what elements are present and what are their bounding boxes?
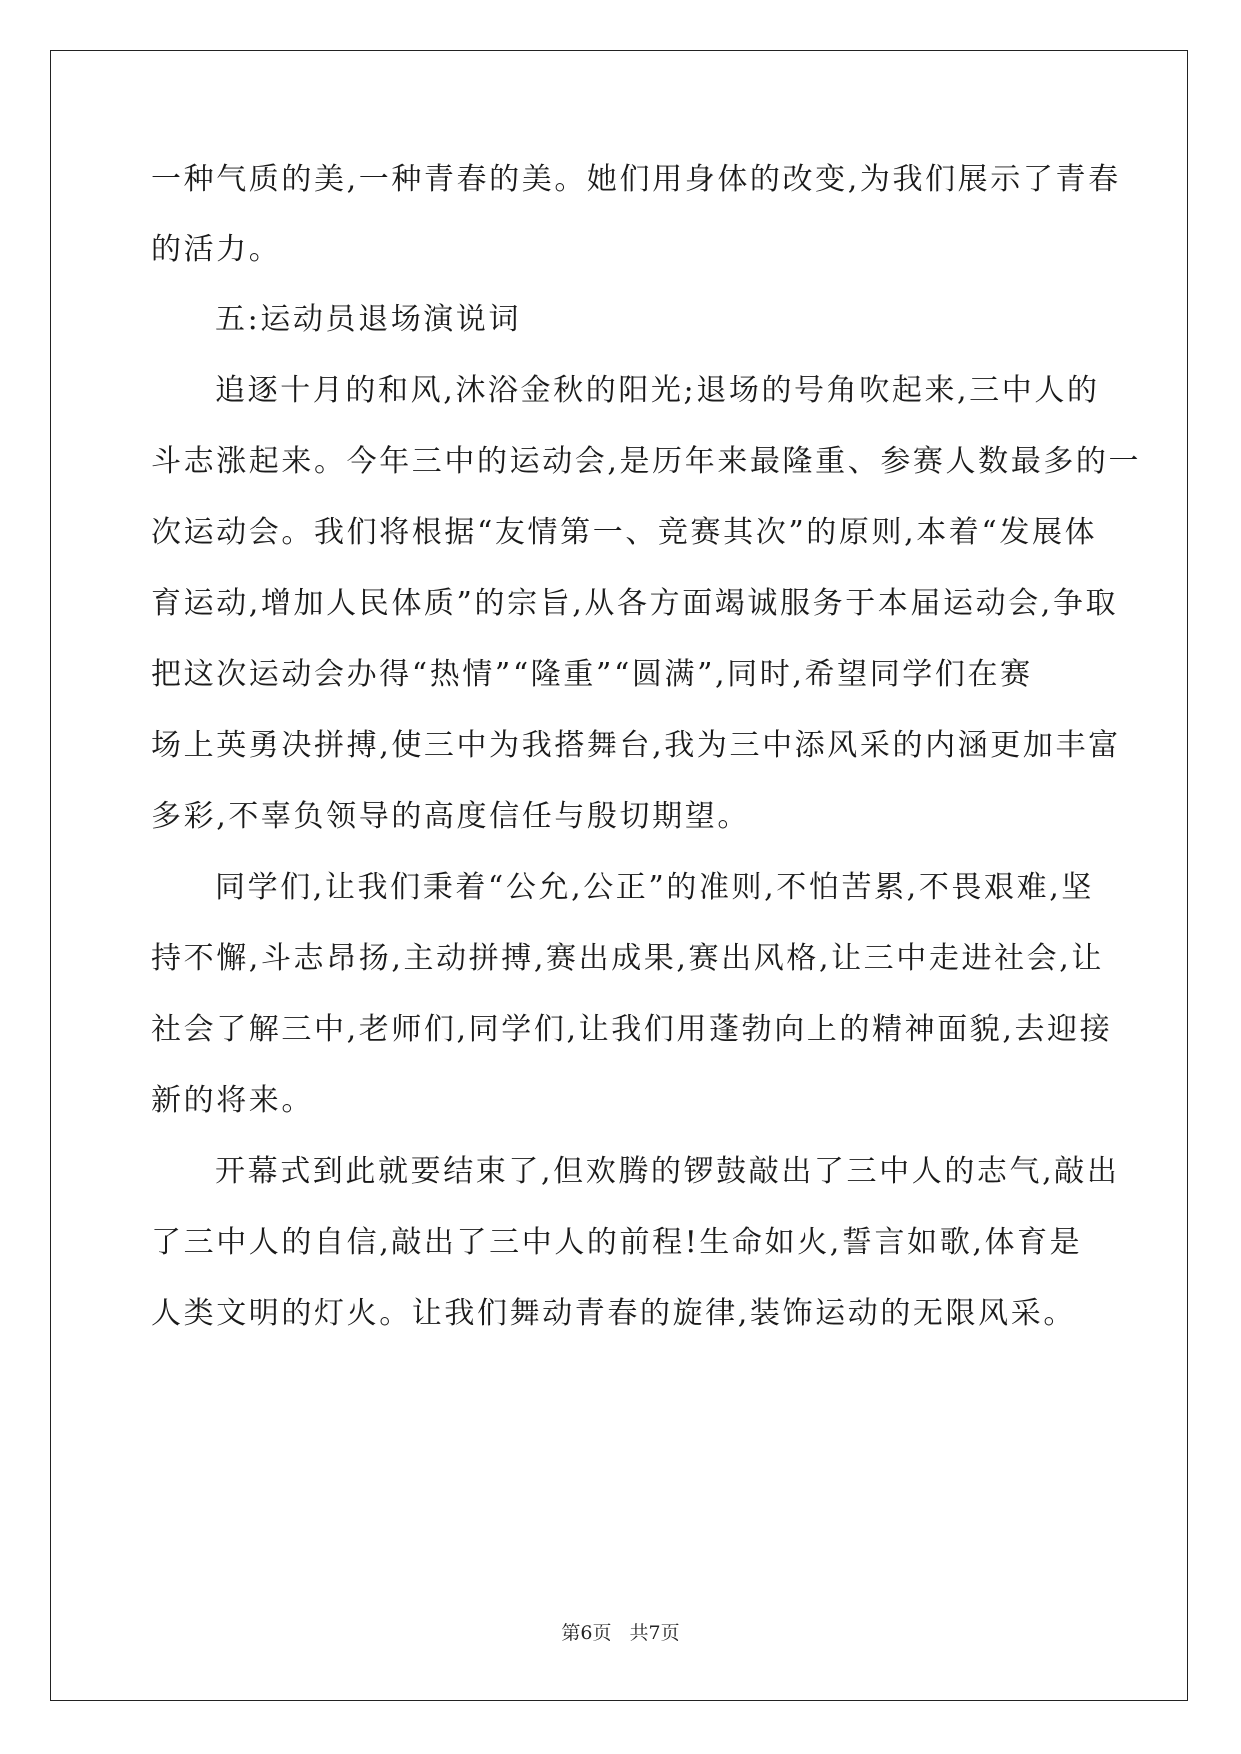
text-line: 一种气质的美,一种青春的美。她们用身体的改变,为我们展示了青春 [151,162,1121,197]
text-line: 次运动会。我们将根据“友情第一、竞赛其次”的原则,本着“发展体 [151,515,1098,550]
page-number: 第6页 [561,1622,612,1644]
text-line: 多彩,不辜负领导的高度信任与殷切期望。 [151,799,750,834]
text-line: 社会了解三中,老师们,同学们,让我们用蓬勃向上的精神面貌,去迎接 [151,1012,1113,1047]
text-line: 斗志涨起来。今年三中的运动会,是历年来最隆重、参赛人数最多的一 [151,444,1142,479]
text-line: 的活力。 [151,232,282,267]
page-total: 共7页 [629,1622,680,1644]
text-line: 了三中人的自信,敲出了三中人的前程!生命如火,誓言如歌,体育是 [151,1225,1083,1260]
section-heading: 五:运动员退场演说词 [215,302,522,337]
text-line: 持不懈,斗志昂扬,主动拼搏,赛出成果,赛出风格,让三中走进社会,让 [151,941,1105,976]
page-footer [0,1618,1241,1645]
text-line: 追逐十月的和风,沐浴金秋的阳光;退场的号角吹起来,三中人的 [215,373,1100,408]
text-line: 开幕式到此就要结束了,但欢腾的锣鼓敲出了三中人的志气,敲出 [215,1154,1120,1189]
text-line: 同学们,让我们秉着“公允,公正”的准则,不怕苦累,不畏艰难,坚 [215,870,1094,905]
text-line: 场上英勇决拼搏,使三中为我搭舞台,我为三中添风采的内涵更加丰富 [151,728,1121,763]
text-line: 人类文明的灯火。让我们舞动青春的旋律,装饰运动的无限风采。 [151,1296,1076,1331]
text-line: 育运动,增加人民体质”的宗旨,从各方面竭诚服务于本届运动会,争取 [151,586,1119,621]
text-line: 新的将来。 [151,1083,314,1118]
text-line: 把这次运动会办得“热情”“隆重”“圆满”,同时,希望同学们在赛 [151,657,1033,692]
